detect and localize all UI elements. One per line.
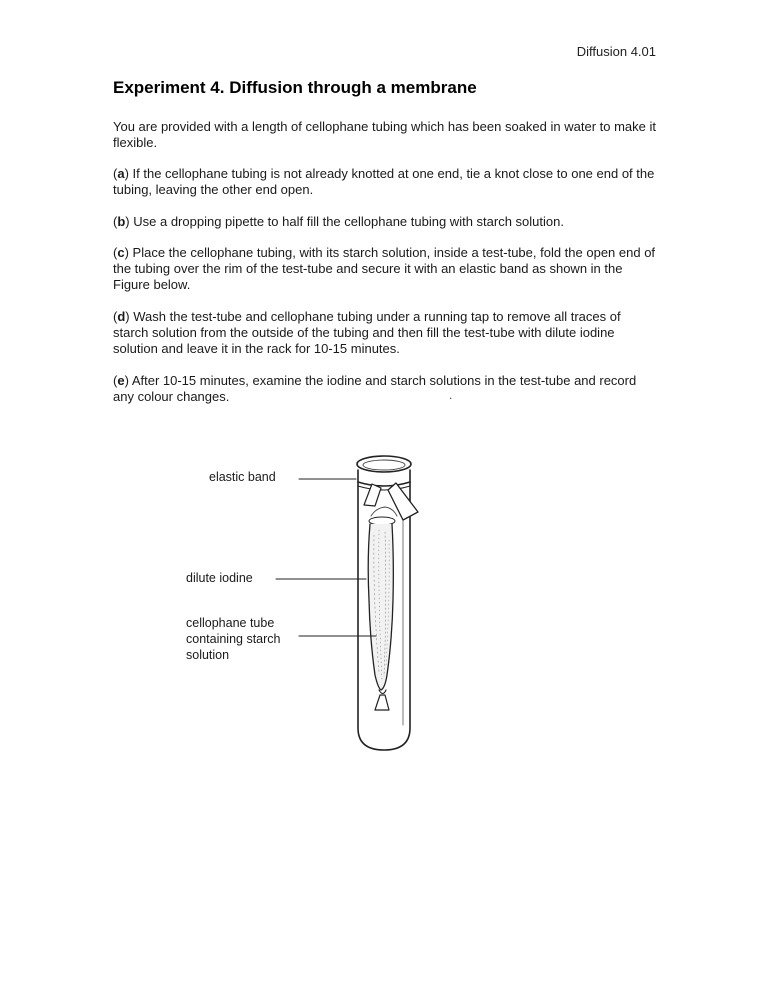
label-dilute-iodine: dilute iodine <box>186 571 253 585</box>
step-d-text: Wash the test-tube and cellophane tubing under a running tap to remove all traces of starch solution from the outside of the tubing and then fill the test-tube with dilute iodine solution and leave it in the rack for 10-15 minutes. <box>113 309 621 356</box>
step-e-text: After 10-15 minutes, examine the iodine and starch solutions in the test-tube and record any colour changes. <box>113 373 637 404</box>
step-b-paren-open: ( <box>113 214 118 229</box>
step-d <box>113 309 658 357</box>
step-a-letter: a <box>117 166 125 181</box>
step-b-text: Use a dropping pipette to half fill the cellophane tubing with starch solution. <box>129 214 564 229</box>
step-b-letter: b <box>117 214 126 229</box>
step-e-paren-open: ( <box>113 373 118 388</box>
page-reference: Diffusion 4.01 <box>576 44 656 59</box>
step-d-paren-open: ( <box>113 309 118 324</box>
cellophane-flap-left <box>364 484 381 506</box>
test-tube-rim <box>357 456 411 472</box>
step-c-paren-close: ) <box>124 245 129 260</box>
step-c-text: Place the cellophane tubing, with its starch solution, inside a test-tube, fold the open end of the tubing over the rim of the test-tube and secure it with an elastic band as shown in the Figure below. <box>113 245 656 292</box>
intro-paragraph: You are provided with a length of cellophane tubing which has been soaked in water to make it flexible. <box>113 119 656 150</box>
step-a-paren-open: ( <box>113 166 118 181</box>
step-c-paren-open: ( <box>113 245 118 260</box>
step-e-paren-close: ) <box>124 373 129 388</box>
cellophane-tail <box>375 695 389 710</box>
stray-mark: . <box>449 388 453 402</box>
step-b-paren-close: ) <box>125 214 130 229</box>
step-d-letter: d <box>117 309 126 324</box>
step-a-text: If the cellophane tubing is not already knotted at one end, tie a knot close to one end of the tubing, leaving the other end open. <box>113 166 655 197</box>
cellophane-knot <box>379 690 386 694</box>
step-e-letter: e <box>117 373 125 388</box>
step-a <box>113 166 658 198</box>
elastic-band <box>358 482 410 486</box>
cellophane-flap-right <box>388 483 418 520</box>
step-c <box>113 245 658 293</box>
step-d-paren-close: ) <box>125 309 130 324</box>
cellophane-tube <box>368 524 393 690</box>
label-elastic-band: elastic band <box>209 470 276 484</box>
step-e <box>113 373 658 405</box>
label-cellophane-tube: cellophane tube containing starch solution <box>186 616 281 662</box>
step-a-paren-close: ) <box>124 166 129 181</box>
step-c-letter: c <box>117 245 125 260</box>
step-b <box>113 214 658 230</box>
cellophane-tube-opening <box>369 517 395 525</box>
experiment-title: Experiment 4. Diffusion through a membrane <box>113 78 477 97</box>
test-tube-outline <box>358 470 410 750</box>
